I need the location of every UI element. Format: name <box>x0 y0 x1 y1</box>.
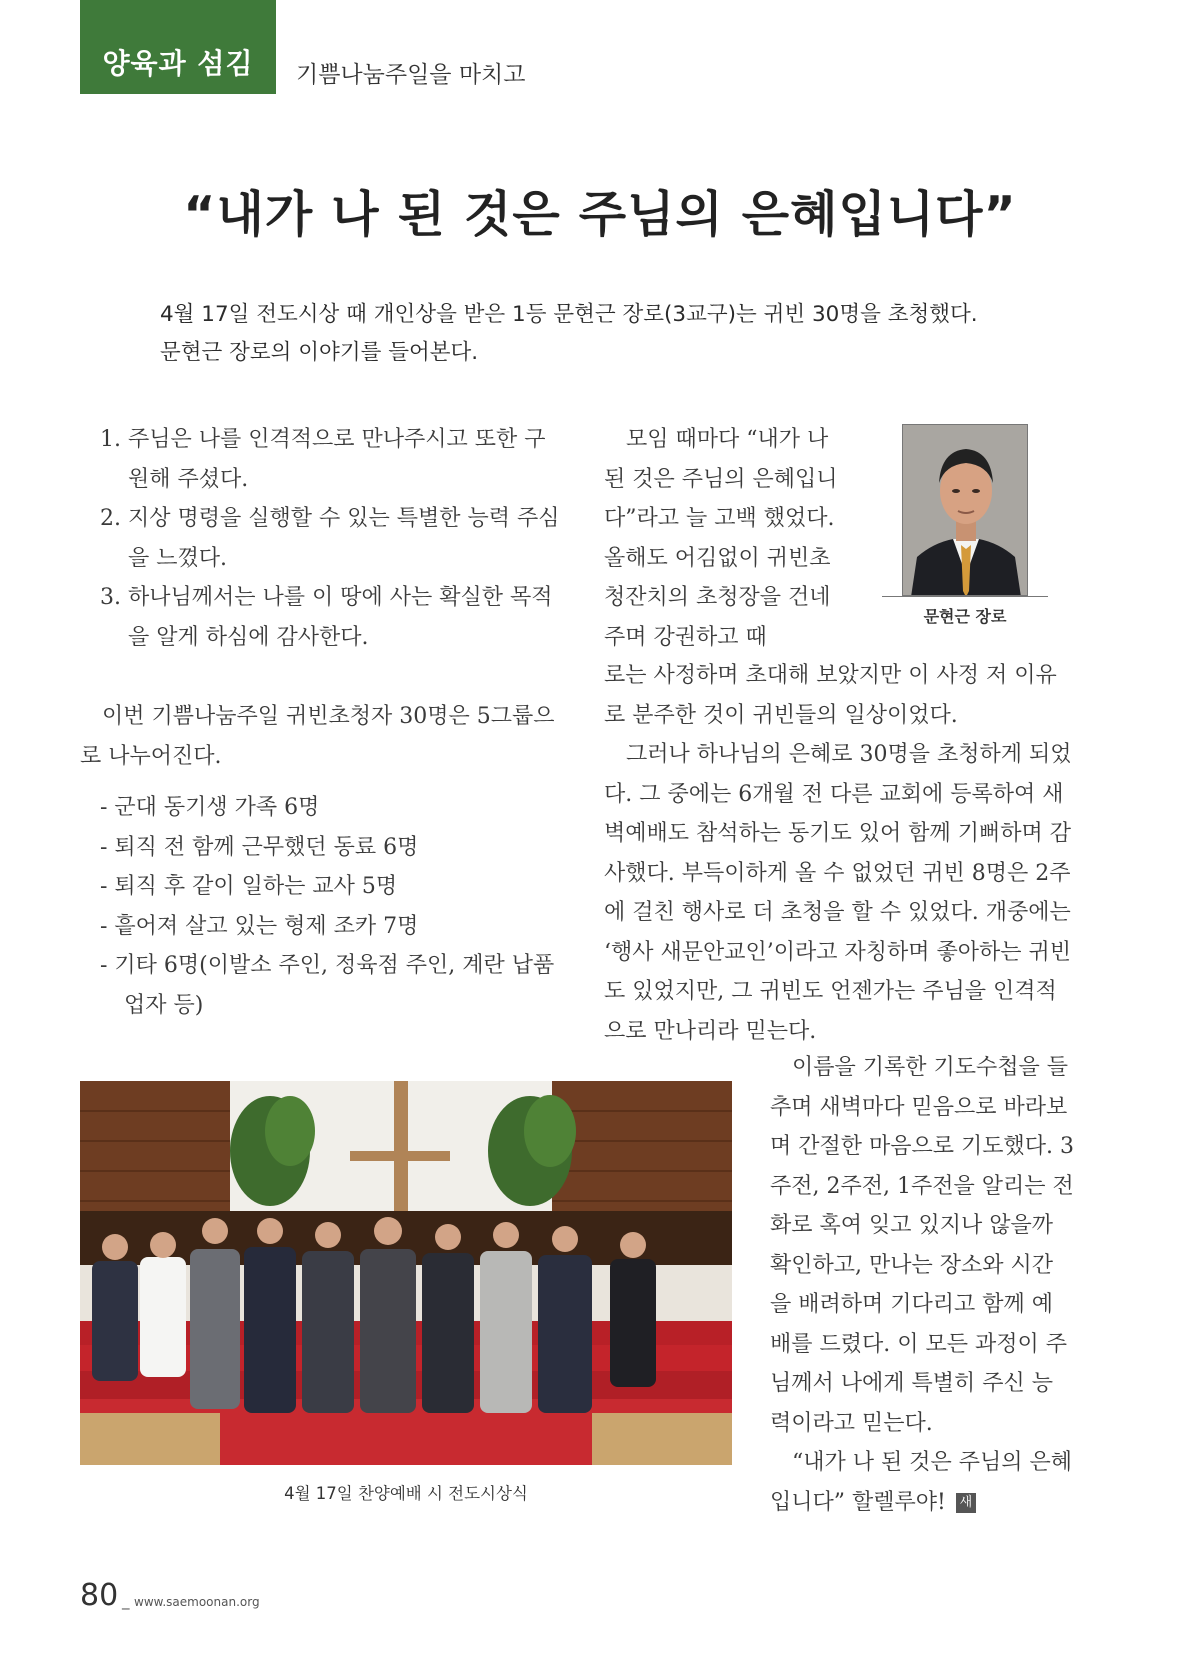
guest-group-item: - 군대 동기생 가족 6명 <box>100 795 320 820</box>
groups-intro: 이번 기쁨나눔주일 귀빈초청자 30명은 5그룹으로 나누어진다. <box>80 704 555 769</box>
footer-url: www.saemoonan.org <box>134 1595 260 1609</box>
ceremony-illustration <box>80 1081 732 1465</box>
section-tab <box>80 0 276 94</box>
body-paragraph: 모임 때마다 “내가 나 된 것은 주님의 은혜입니다”라고 늘 고백 했었다. 올해도 어김없이 귀빈초청잔치의 초청장을 건네주며 강권하고 때 <box>604 427 838 650</box>
confession-item-1: 1. 주님은 나를 인격적으로 만나주시고 또한 구원해 주셨다. <box>100 427 546 492</box>
confession-list <box>100 420 560 657</box>
confession-item-2: 2. 지상 명령을 실행할 수 있는 특별한 능력 주심을 느꼈다. <box>100 506 560 571</box>
closing-text: “내가 나 된 것은 주님의 은혜입니다” 할렐루야! <box>770 1450 1072 1515</box>
confession-item-3: 3. 하나님께서는 나를 이 땅에 사는 확실한 목적을 알게 하심에 감사한다. <box>100 585 553 650</box>
guest-groups-list <box>100 788 560 1025</box>
guest-group-item: - 기타 6명(이발소 주인, 정육점 주인, 계란 납품업자 등) <box>100 953 555 1018</box>
photo-caption: 4월 17일 찬양예배 시 전도시상식 <box>284 1484 528 1503</box>
page-number: 80 <box>80 1578 119 1613</box>
closing-paragraph <box>770 1443 1074 1522</box>
body-column-bottom <box>770 1048 1074 1522</box>
portrait-illustration <box>903 425 1028 596</box>
portrait-caption: 문현근 장로 <box>923 607 1007 626</box>
lead-line-1: 4월 17일 전도시상 때 개인상을 받은 1등 문현근 장로(3교구)는 귀빈 30명을 초청했다. <box>160 302 978 327</box>
body-paragraph: 이름을 기록한 기도수첩을 들추며 새벽마다 믿음으로 바라보며 간절한 마음으로 기도했다. 3주전, 2주전, 1주전을 알리는 전화로 혹여 잊고 있지나 않을까 확인하고, 만나는 장소와 시간을 배려하며 기다리고 함께 예배를 드렸다. 이 모든 과정이 주님께서 나에게 특별히 주신 능력이라고 믿는다. <box>770 1055 1074 1436</box>
section-label: 양육과 섬김 <box>102 47 254 80</box>
portrait-divider <box>882 596 1048 597</box>
body-column-wide <box>604 656 1074 1051</box>
ceremony-photo <box>80 1081 732 1465</box>
body-column-top <box>604 420 840 657</box>
guest-group-item: - 퇴직 전 함께 근무했던 동료 6명 <box>100 834 419 860</box>
end-mark-icon: 새 <box>956 1493 976 1513</box>
guest-group-item: - 퇴직 후 같이 일하는 교사 5명 <box>100 874 398 899</box>
body-paragraph-continued: 로는 사정하며 초대해 보았지만 이 사정 저 이유로 분주한 것이 귀빈들의 일상이었다. <box>604 663 1057 728</box>
article-headline: “내가 나 된 것은 주님의 은혜입니다” <box>183 186 1017 243</box>
body-paragraph: 그러나 하나님의 은혜로 30명을 초청하게 되었다. 그 중에는 6개월 전 다른 교회에 등록하여 새벽예배도 참석하는 동기도 있어 함께 기뻐하며 감사했다. 부득이하게 올 수 없었던 귀빈 8명은 2주에 걸친 행사로 더 초청을 할 수 있었다. 개중에는 ‘행사 새문안교인’이라고 자칭하며 좋아하는 귀빈도 있었지만, 그 귀빈도 언젠가는 주님을 인격적으로 만나리라 믿는다. <box>604 742 1072 1044</box>
guest-group-item: - 흩어져 살고 있는 형제 조카 7명 <box>100 913 419 939</box>
section-subtitle: 기쁨나눔주일을 마치고 <box>296 62 526 88</box>
article-lead <box>160 296 1080 372</box>
lead-line-2: 문현근 장로의 이야기를 들어본다. <box>160 340 479 365</box>
footer-separator: _ <box>122 1592 130 1610</box>
portrait-photo <box>902 424 1028 596</box>
